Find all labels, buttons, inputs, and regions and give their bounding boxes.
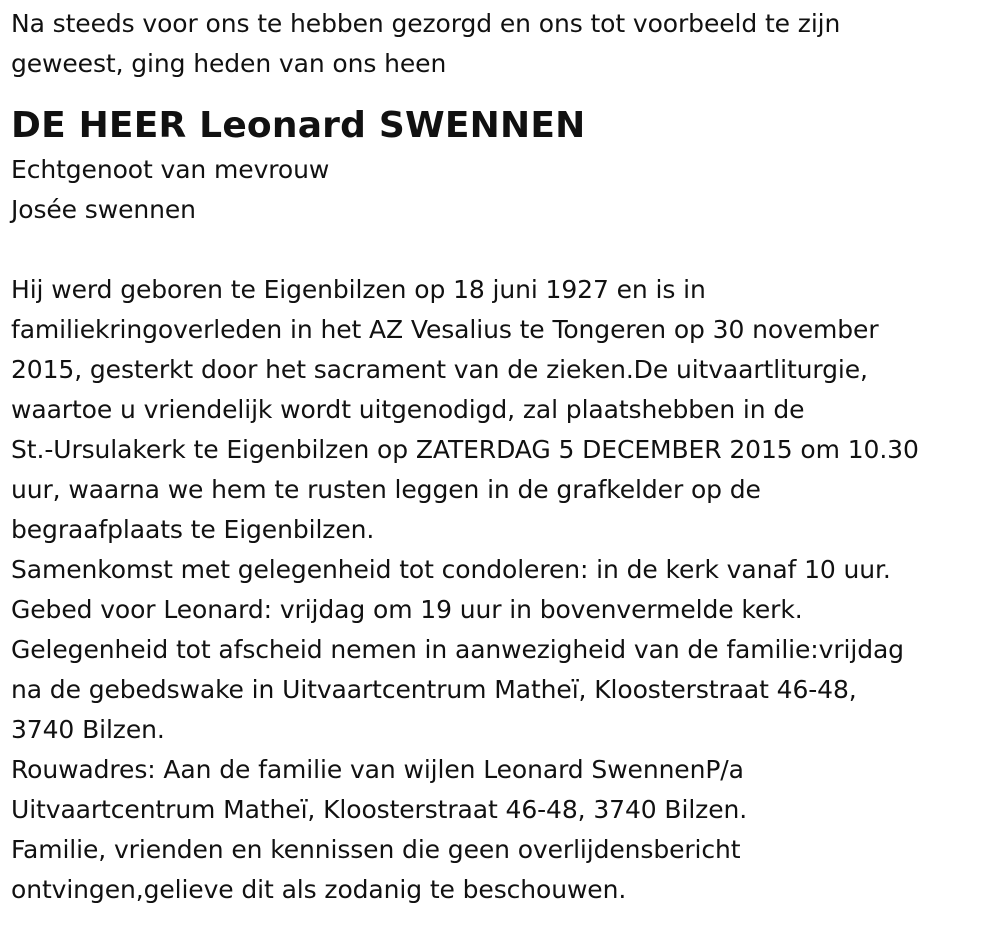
intro-text (11, 4, 991, 84)
body-line: Gebed voor Leonard: vrijdag om 19 uur in bovenvermelde kerk. (11, 595, 803, 624)
blank-line (11, 230, 991, 270)
body-line: ontvingen,gelieve dit als zodanig te beschouwen. (11, 875, 627, 904)
body-line: Hij werd geboren te Eigenbilzen op 18 juni 1927 en is in (11, 275, 706, 304)
body-line: uur, waarna we hem te rusten leggen in de grafkelder op de (11, 475, 761, 504)
deceased-name: DE HEER Leonard SWENNEN (11, 105, 586, 146)
intro-line: Na steeds voor ons te hebben gezorgd en ons tot voorbeeld te zijn (11, 9, 841, 38)
body-line: Familie, vrienden en kennissen die geen overlijdensbericht (11, 835, 741, 864)
spouse-line: Josée swennen (11, 195, 196, 224)
obituary-notice (11, 4, 991, 910)
body-line: begraafplaats te Eigenbilzen. (11, 515, 375, 544)
body-line: na de gebedswake in Uitvaartcentrum Matheï, Kloosterstraat 46-48, (11, 675, 857, 704)
body-line: Uitvaartcentrum Matheï, Kloosterstraat 46-48, 3740 Bilzen. (11, 795, 748, 824)
intro-line: geweest, ging heden van ons heen (11, 49, 447, 78)
body-line: Rouwadres: Aan de familie van wijlen Leonard SwennenP/a (11, 755, 744, 784)
body-line: 3740 Bilzen. (11, 715, 165, 744)
body-line: Samenkomst met gelegenheid tot condoleren: in de kerk vanaf 10 uur. (11, 555, 891, 584)
body-line: waartoe u vriendelijk wordt uitgenodigd, zal plaatshebben in de (11, 395, 805, 424)
body-line: familiekringoverleden in het AZ Vesalius te Tongeren op 30 november (11, 315, 879, 344)
body-text (11, 270, 991, 910)
spouse-info (11, 150, 991, 230)
body-line: Gelegenheid tot afscheid nemen in aanwezigheid van de familie:vrijdag (11, 635, 904, 664)
body-line: 2015, gesterkt door het sacrament van de zieken.De uitvaartliturgie, (11, 355, 868, 384)
body-line: St.-Ursulakerk te Eigenbilzen op ZATERDAG 5 DECEMBER 2015 om 10.30 (11, 435, 919, 464)
spouse-line: Echtgenoot van mevrouw (11, 155, 330, 184)
